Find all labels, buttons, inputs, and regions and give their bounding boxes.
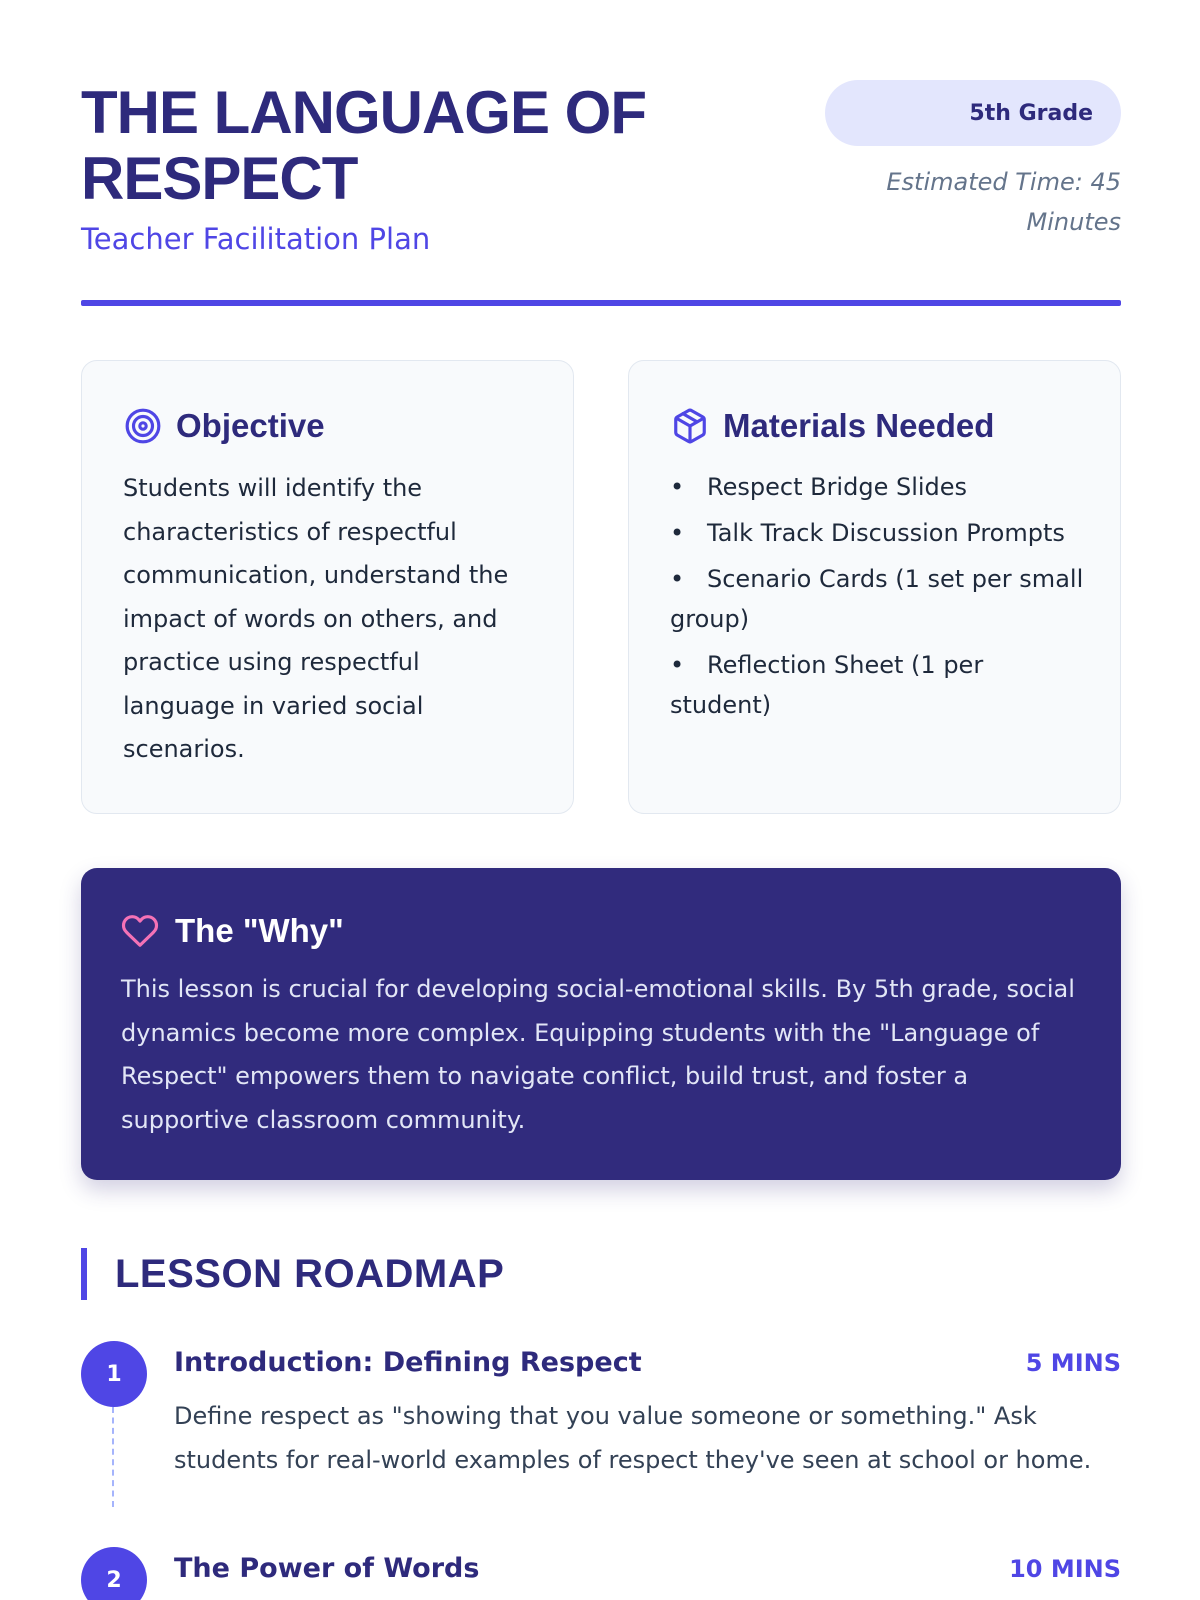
list-item: • Respect Bridge Slides bbox=[670, 473, 968, 501]
step-duration: 5 MINS bbox=[1025, 1349, 1121, 1377]
heart-icon bbox=[121, 912, 159, 950]
list-item: • Reflection Sheet (1 per student) bbox=[670, 651, 984, 719]
estimated-time: Estimated Time: 45 Minutes bbox=[886, 168, 1121, 236]
step-title: Introduction: Defining Respect bbox=[174, 1347, 642, 1378]
step-description: Define respect as "showing that you value someone or something." Ask students for real-world examples of respect they've seen at school or home. bbox=[174, 1402, 1092, 1474]
target-icon bbox=[124, 407, 162, 445]
package-icon bbox=[671, 407, 709, 445]
why-title: The "Why" bbox=[175, 912, 344, 949]
objective-title: Objective bbox=[176, 407, 325, 444]
page-title: THE LANGUAGE OF RESPECT bbox=[81, 79, 646, 212]
materials-card bbox=[628, 360, 1121, 814]
header-divider bbox=[81, 300, 1121, 306]
objective-text: Students will identify the characteristics of respectful communication, understand the impact of words on others, and practice using respectful language in varied social scenarios. bbox=[123, 474, 509, 763]
why-text: This lesson is crucial for developing social-emotional skills. By 5th grade, social dynamics become more complex. Equipping students with the "Language of Respect" empowers them to navigate conflict, build trust, and foster a supportive classroom community. bbox=[121, 975, 1075, 1134]
lesson-header bbox=[81, 80, 1121, 256]
step-duration: 10 MINS bbox=[1009, 1555, 1121, 1583]
materials-title: Materials Needed bbox=[723, 407, 995, 444]
page-subtitle: Teacher Facilitation Plan bbox=[81, 222, 431, 256]
roadmap-title: LESSON ROADMAP bbox=[115, 1251, 505, 1296]
list-item: • Talk Track Discussion Prompts bbox=[670, 519, 1065, 547]
step-title: The Power of Words bbox=[174, 1553, 480, 1584]
step-number-badge: 2 bbox=[81, 1547, 147, 1600]
step-connector bbox=[112, 1407, 114, 1507]
roadmap-step-1 bbox=[81, 1341, 1121, 1511]
objective-heading bbox=[124, 407, 325, 445]
objective-card bbox=[81, 360, 574, 814]
list-item: • Scenario Cards (1 set per small group) bbox=[670, 565, 1084, 633]
materials-heading bbox=[671, 407, 994, 445]
materials-list bbox=[670, 467, 1090, 731]
why-callout bbox=[81, 868, 1121, 1180]
grade-badge: 5th Grade bbox=[825, 80, 1121, 146]
step-number-badge: 1 bbox=[81, 1341, 147, 1407]
roadmap-step-2 bbox=[81, 1547, 1121, 1600]
roadmap-accent-bar bbox=[81, 1248, 87, 1300]
roadmap-heading bbox=[81, 1248, 504, 1300]
why-heading bbox=[121, 912, 344, 950]
